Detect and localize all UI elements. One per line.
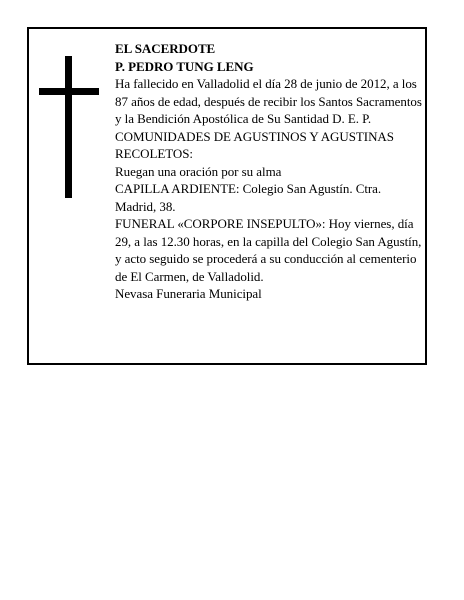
notice-title: EL SACERDOTE: [115, 41, 216, 56]
funeral-info: FUNERAL «CORPORE INSEPULTO»: Hoy viernes, día 29, a las 12.30 horas, en la capilla del Colegio San Agustín, y acto seguido se procederá a su conducción al cementerio de El Carmen, de Valladolid.: [115, 216, 422, 284]
funeral-home: Nevasa Funeraria Municipal: [115, 286, 262, 301]
deceased-name: P. PEDRO TUNG LENG: [115, 58, 254, 74]
notice-body: [115, 40, 423, 303]
obituary-notice: [27, 27, 427, 365]
community-heading: COMUNIDADES DE AGUSTINOS Y AGUSTINAS RECOLETOS:: [115, 128, 394, 161]
chapel-info: CAPILLA ARDIENTE: Colegio San Agustín. Ctra. Madrid, 38.: [115, 181, 382, 214]
death-announcement: Ha fallecido en Valladolid el día 28 de junio de 2012, a los 87 años de edad, después de recibir los Santos Sacramentos y la Bendición Apostólica de Su Santidad D. E. P.: [115, 76, 422, 126]
prayer-request: Ruegan una oración por su alma: [115, 163, 282, 179]
cross-horizontal-bar: [39, 88, 99, 95]
cross-vertical-bar: [65, 56, 72, 198]
cross-icon: [39, 56, 99, 198]
